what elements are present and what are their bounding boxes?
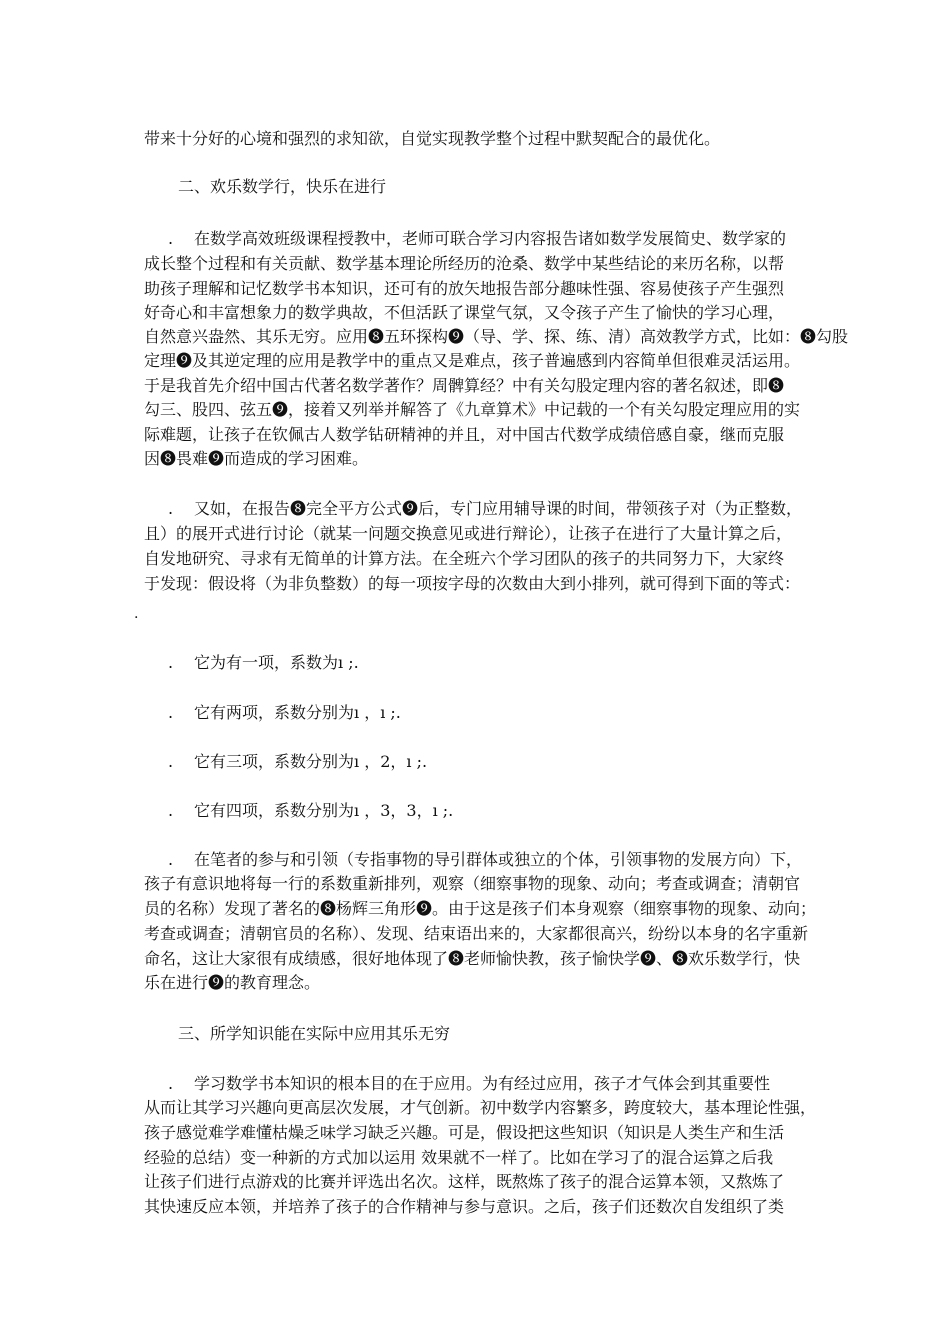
list-item-text: 它有两项，系数分别为ı ，ı ;. [194, 703, 401, 722]
list-item [168, 750, 848, 774]
paragraph-marker: . [168, 499, 174, 518]
list-item-marker: . [168, 752, 174, 771]
list-item-marker: . [168, 653, 174, 672]
paragraph-line: 定理❾及其逆定理的应用是教学中的重点又是难点，孩子普遍感到内容简单但很难灵活运用。 [144, 351, 801, 370]
list-item-text: 它有四项，系数分别为ı ，3，3，ı ;. [194, 801, 454, 820]
paragraph-line: 好奇心和丰富想象力的数学典故，不但活跃了课堂气氛，又令孩子产生了愉快的学习心理， [144, 303, 785, 322]
paragraph-line: 于发现：假设将（为非负整数）的每一项按字母的次数由大到小排列，就可得到下面的等式： [144, 574, 801, 593]
paragraph-line: 且）的展开式进行讨论（就某一问题交换意见或进行辩论），让孩子在进行了大量计算之后， [144, 524, 793, 543]
paragraph-marker: . [168, 1074, 174, 1093]
paragraph-line: 员的名称）发现了著名的❽杨辉三角形❾。由于这是孩子们本身观察（细察事物的现象、动向； [144, 899, 817, 918]
paragraph-line: 孩子感觉难学难懂枯燥乏味学习缺乏兴趣。可是，假设把这些知识（知识是人类生产和生活 [144, 1123, 785, 1142]
list-item [168, 701, 848, 725]
section-heading: 二、欢乐数学行，快乐在进行 [178, 177, 387, 196]
paragraph-line: 因❽畏难❾而造成的学习困难。 [144, 449, 369, 468]
paragraph-line: 自然意兴盎然、其乐无穷。应用❽五环探构❾（导、学、探、练、清）高效教学方式，比如：❽勾股 [144, 327, 849, 346]
paragraph-line: 助孩子理解和记忆数学书本知识，还可有的放矢地报告部分趣味性强、容易使孩子产生强烈 [144, 279, 785, 298]
paragraph-line: 从而让其学习兴趣向更高层次发展，才气创新。初中数学内容繁多，跨度较大，基本理论性强， [144, 1098, 817, 1117]
section-heading: 三、所学知识能在实际中应用其乐无穷 [178, 1024, 451, 1043]
paragraph-line: 乐在进行❾的教育理念。 [144, 973, 321, 992]
paragraph-line: 自发地研究、寻求有无简单的计算方法。在全班六个学习团队的孩子的共同努力下，大家终 [144, 549, 785, 568]
paragraph-first-line [168, 497, 848, 521]
paragraph-line: 带来十分好的心境和强烈的求知欲，自觉实现教学整个过程中默契配合的最优化。 [144, 129, 721, 148]
paragraph-marker: . [168, 229, 174, 248]
list-item [168, 651, 848, 675]
paragraph-first-line [168, 1072, 848, 1096]
list-item-marker: . [168, 801, 174, 820]
list-item-text: 它为有一项，系数为ı ;. [194, 653, 359, 672]
stray-dot: . [134, 606, 139, 622]
paragraph-line: 学习数学书本知识的根本目的在于应用。为有经过应用，孩子才气体会到其重要性 [194, 1074, 771, 1093]
list-item-text: 它有三项，系数分别为ı ，2，ı ;. [194, 752, 428, 771]
paragraph-line: 让孩子们进行点游戏的比赛并评选出名次。这样，既熬炼了孩子的混合运算本领，又熬炼了 [144, 1172, 785, 1191]
paragraph-marker: . [168, 850, 174, 869]
paragraph-line: 勾三、股四、弦五❾，接着又列举并解答了《九章算术》中记载的一个有关勾股定理应用的实 [144, 400, 801, 419]
paragraph-line: 经验的总结）变一种新的方式加以运用 效果就不一样了。比如在学习了的混合运算之后我 [144, 1148, 774, 1167]
list-item [168, 799, 848, 823]
paragraph-line: 在数学高效班级课程授教中，老师可联合学习内容报告诸如数学发展简史、数学家的 [194, 229, 787, 248]
paragraph-line: 其快速反应本领，并培养了孩子的合作精神与参与意识。之后，孩子们还数次自发组织了类 [144, 1197, 785, 1216]
paragraph-line: 成长整个过程和有关贡献、数学基本理论所经历的沧桑、数学中某些结论的来历名称，以帮 [144, 254, 785, 273]
paragraph-first-line [168, 848, 848, 872]
paragraph-line: 又如，在报告❽完全平方公式❾后，专门应用辅导课的时间，带领孩子对（为正整数， [194, 499, 803, 518]
paragraph-line: 于是我首先介绍中国古代著名数学著作？周髀算经？中有关勾股定理内容的著名叙述，即❽ [144, 376, 785, 395]
paragraph-line: 孩子有意识地将每一行的系数重新排列，观察（细察事物的现象、动向；考查或调查；清朝官 [144, 874, 801, 893]
paragraph-line: 在笔者的参与和引领（专指事物的导引群体或独立的个体，引领事物的发展方向）下， [194, 850, 803, 869]
list-item-marker: . [168, 703, 174, 722]
paragraph-line: 际难题，让孩子在钦佩古人数学钻研精神的并且，对中国古代数学成绩倍感自豪，继而克服 [144, 425, 785, 444]
paragraph-line: 命名，这让大家很有成绩感，很好地体现了❽老师愉快教，孩子愉快学❾、❽欢乐数学行，快 [144, 949, 801, 968]
paragraph-line: 考查或调查；清朝官员的名称）、发现、结束语出来的，大家都很高兴，纷纷以本身的名字重新 [144, 924, 809, 943]
paragraph-first-line [168, 227, 848, 251]
